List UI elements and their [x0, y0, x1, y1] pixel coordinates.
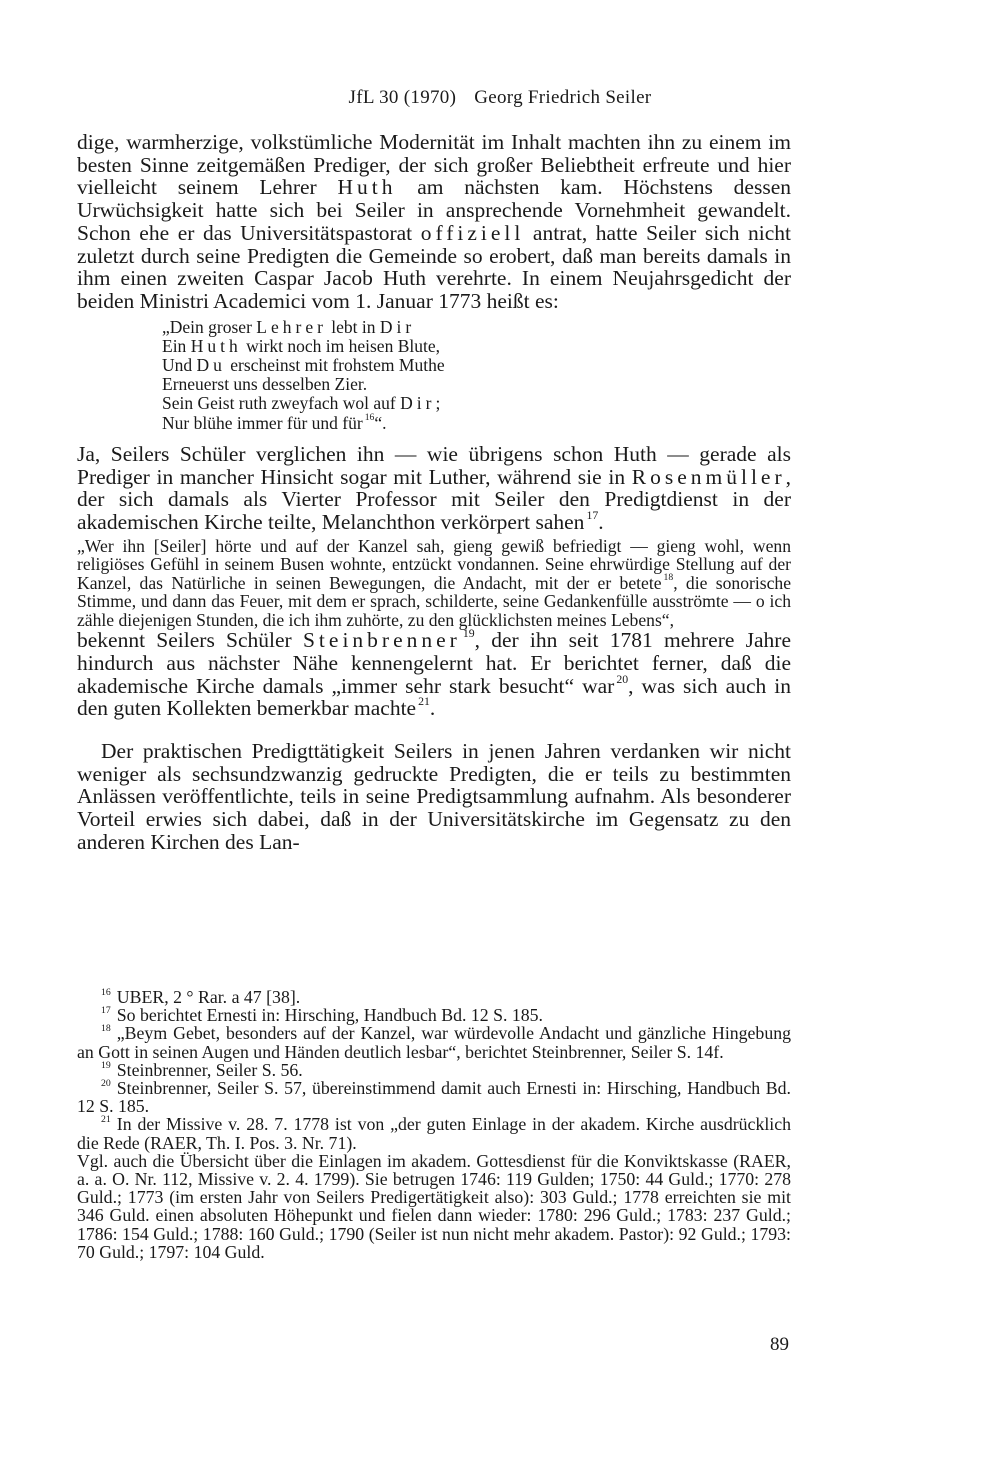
paragraph-4: Der praktischen Predigttätigkeit Seilers in jenen Jahren verdanken wir nicht weniger als sechsundzwanzig gedruckte Predigten, die er teils zu bestimmten Anlässen veröffentlichte, teils in seine Predigtsammlung aufnahm. Als besonderer Vorteil erwies sich dabei, daß in der Universitätskirche im Gegensatz zu den anderen Kirchen des Lan- [77, 738, 791, 854]
paragraph-3: bekennt Seilers Schüler Steinbrenner $^{19}$, der ihn seit 1781 mehrere Jahre hindurch aus nächster Nähe kennengelernt hat. Er berichtet ferner, daß die akademische Kirche damals „immer sehr stark besucht“ war $^{20}$, was sich auch in den guten Kollekten bemerkbar machte $^{21}$. [77, 626, 791, 721]
poem-line: Nur blühe immer für und für $^{16}$“. [162, 412, 387, 433]
running-header [0, 87, 1000, 109]
footnote-18: $^{18}$ „Beym Gebet, besonders auf der Kanzel, war würdevolle Andacht und gänzliche Hingebung an Gott in seinen Augen und Händen deutlich lesbar“, berichtet Steinbrenner, Seiler S. 14f. [77, 1023, 791, 1062]
footnote-ref-21: 21 [418, 694, 430, 709]
footnote-continuation: Vgl. auch die Übersicht über die Einlagen im akadem. Gottesdienst für die Konviktskasse (RAER, a. a. O. Nr. 112, Missive v. 2. 4. 1799). Sie betrugen 1746: 119 Gulden; 1750: 44 Guld.; 1770: 278 Guld.; 1773 (im ersten Jahr von Seilers Predigertätigkeit also): 303 Guld.; 1778 erreichten sie mit 346 Guld. einen absoluten Höhepunkt und fielen dann wieder: 1780: 296 Guld.; 1783: 237 Guld.; 1786: 154 Guld.; 1788: 160 Guld.; 1790 (Seiler ist nun nicht mehr akadem. Pastor): 92 Guld.; 1793: 70 Guld.; 1797: 104 Guld. [77, 1150, 791, 1262]
spaced-name-steinbrenner: Steinbrenner [302, 628, 461, 653]
spaced-word-offiziell: offiziell [420, 220, 525, 245]
spaced-name-huth: Huth [337, 175, 397, 200]
block-quote: „Wer ihn [Seiler] hörte und auf der Kanzel sah, gieng gewiß befriedigt — gieng wohl, wenn religiöses Gefühl in seinem Busen wohnte, entzückt vondannen. Seine ehrwürdige Stellung auf der Kanzel, das Natürliche in seinen Bewegungen, die Andacht, mit der er betete $^{18}$, die sonorische Stimme, und dann das Feuer, mit dem er sprach, schilderte, seine Gedankenfülle ausströmte — o ich zähle diejenigen Stunden, die ich ihm zuhörte, zu den glücklichsten meines Lebens“, [77, 535, 791, 630]
main-text [77, 131, 791, 853]
footnote-ref-16: 16 [364, 412, 375, 424]
poem-line: Ein Huth wirkt noch im heisen Blute, [162, 335, 440, 356]
footnote-ref-20: 20 [616, 671, 629, 686]
footnote-19: $^{19}$ Steinbrenner, Seiler S. 56. [101, 1059, 303, 1080]
footnotes [77, 988, 791, 1261]
paragraph-1: dige, warmherzige, volkstümliche Modernität im Inhalt machten ihn zu einem im besten Sinne zeitgemäßen Prediger, der sich großer Beliebtheit erfreute und hier vielleicht seinem Lehrer Huth am nächsten kam. Höchstens dessen Urwüchsigkeit hatte sich bei Seiler in ansprechende Vornehmheit gewandelt. Schon ehe er das Universitätspastorat offiziell antrat, hatte Seiler sich nicht zuletzt durch seine Predigten die Gemeinde so erobert, daß man bereits damals in ihm einen zweiten Caspar Jacob Huth verehrte. In einem Neujahrsgedicht der beiden Ministri Academici vom 1. Januar 1773 heißt es: [77, 130, 792, 313]
footnote-ref-19: 19 [462, 626, 475, 641]
article-title: Georg Friedrich Seiler [474, 87, 652, 108]
poem-line: Und Du erscheinst mit frohstem Muthe [162, 355, 445, 376]
footnote-16: $^{16}$ UBER, 2 ° Rar. a 47 [38]. [101, 986, 301, 1007]
footnote-ref-18: 18 [663, 572, 674, 584]
journal-reference: JfL 30 (1970) [348, 87, 457, 108]
paragraph-2: Ja, Seilers Schüler verglichen ihn — wie übrigens schon Huth — gerade als Prediger in mancher Hinsicht sogar mit Luther, während sie in Rosenmüller, der sich damals als Vierter Professor mit Seiler den Predigtdienst in der akademischen Kirche teilte, Melanchthon verkörpert sahen $^{17}$. [77, 441, 791, 534]
poem-quote [162, 318, 791, 433]
footnote-20: $^{20}$ Steinbrenner, Seiler S. 57, übereinstimmend damit auch Ernesti in: Hirsching, Handbuch Bd. 12 S. 185. [77, 1077, 791, 1117]
poem-line: Sein Geist ruth zweyfach wol auf Dir; [162, 393, 445, 414]
footnote-21: $^{21}$ In der Missive v. 28. 7. 1778 ist von „der guten Einlage in der akadem. Kirche ausdrücklich die Rede (RAER, Th. I. Pos. 3. Nr. 71). [77, 1114, 791, 1153]
footnote-17: $^{17}$ So berichtet Ernesti in: Hirsching, Handbuch Bd. 12 S. 185. [101, 1004, 543, 1026]
poem-line: „Dein groser Lehrer lebt in Dir [162, 316, 416, 337]
poem-line: Erneuerst uns desselben Zier. [162, 374, 368, 395]
spaced-name-rosenmueller: Rosenmüller [631, 464, 786, 489]
footnote-ref-17: 17 [586, 507, 599, 522]
page-number: 89 [770, 1334, 789, 1355]
